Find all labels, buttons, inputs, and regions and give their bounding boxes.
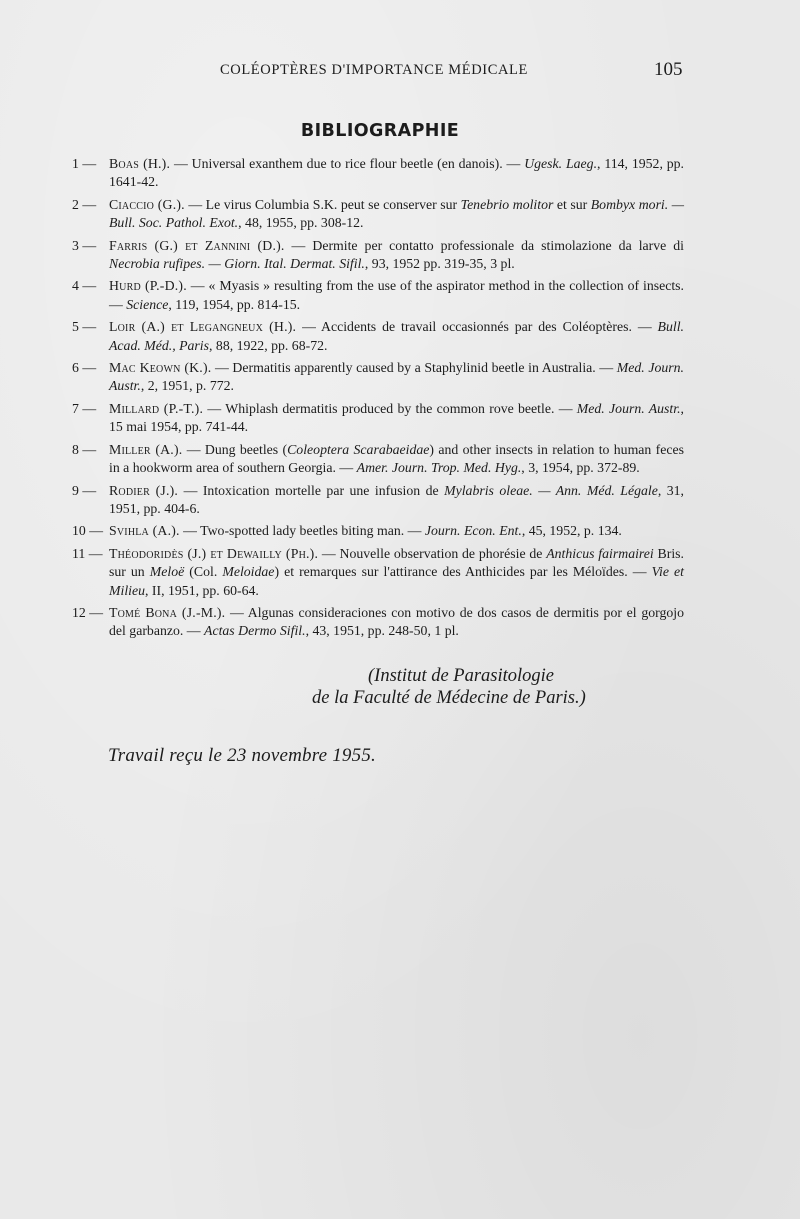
- reference-item-5: [72, 318, 684, 355]
- reference-text: , 119, 1954, pp. 814-15.: [168, 296, 301, 312]
- reference-text: — Intoxication mortelle par une infusion de: [178, 482, 445, 498]
- reference-text: , 31, 1951, pp. 404-6.: [109, 482, 684, 516]
- reference-item-11: [72, 545, 684, 600]
- reference-author: Rodier (J.).: [109, 482, 179, 498]
- reference-text: — Nouvelle observation de phorésie de: [318, 545, 547, 561]
- reference-author: Farris (G.) et Zannini (D.).: [109, 237, 285, 253]
- reference-text: , II, 1951, pp. 60-64.: [145, 582, 259, 598]
- institution-affiliation: [312, 665, 672, 709]
- reference-number: 2 —: [72, 196, 97, 212]
- reference-journal: Mylabris oleae. — Ann. Méd. Légale: [444, 482, 658, 498]
- reference-author: Tomé Bona (J.-M.).: [109, 604, 226, 620]
- reference-journal: Vie et Milieu: [109, 564, 684, 598]
- reference-text: , 88, 1922, pp. 68-72.: [209, 337, 328, 353]
- reference-number: 5 —: [72, 319, 97, 335]
- reference-text: — Two-spotted lady beetles biting man. —: [179, 523, 425, 539]
- reference-journal: Necrobia rufipes. — Giorn. Ital. Dermat. Sifil.: [109, 256, 365, 272]
- reference-species: Coleoptera Scarabaeidae: [287, 441, 430, 457]
- section-title: BIBLIOGRAPHIE: [300, 121, 460, 141]
- reference-number: 6 —: [72, 360, 97, 376]
- running-header: [0, 59, 800, 86]
- reference-item-4: [72, 277, 684, 314]
- reference-text: (Col.: [184, 564, 223, 580]
- reference-item-8: [72, 441, 684, 478]
- reference-number: 11 —: [72, 545, 103, 561]
- reference-number: 10 —: [72, 523, 104, 539]
- reference-journal: Med. Journ. Austr.: [109, 360, 684, 394]
- reference-author: Boas (H.).: [109, 156, 171, 171]
- reference-number: 8 —: [72, 441, 97, 457]
- reference-author: Hurd (P.-D.).: [109, 278, 187, 294]
- reference-journal: Med. Journ. Austr.: [576, 400, 681, 416]
- reference-author: Millard (P.-T.).: [109, 400, 204, 416]
- reference-journal: Journ. Econ. Ent.: [424, 523, 522, 539]
- institution-line-2: de la Faculté de Médecine de Paris.): [312, 688, 586, 708]
- reference-text: — Whiplash dermatitis produced by the common rove beetle. —: [203, 400, 577, 416]
- reference-item-3: [72, 237, 684, 274]
- reference-species: Tenebrio molitor: [460, 196, 554, 212]
- reference-text: — Accidents de travail occasionnés par des Coléoptères. —: [296, 319, 658, 335]
- reference-author: Miller (A.).: [109, 441, 183, 457]
- reference-text: — Universal exanthem due to rice flour beetle (en danois). —: [170, 156, 525, 171]
- reference-item-9: [72, 482, 684, 519]
- reference-text: , 15 mai 1954, pp. 741-44.: [109, 400, 684, 435]
- reference-text: — « Myasis » resulting from the use of the aspirator method in the collection of insects. —: [109, 278, 684, 312]
- reference-author: Svihla (A.).: [109, 523, 180, 539]
- reference-item-6: [72, 359, 684, 396]
- reference-text: , 93, 1952 pp. 319-35, 3 pl.: [364, 256, 515, 272]
- reference-text: — Algunas consideraciones con motivo de dos casos de dermitis por el gorgojo del garbanzo. —: [109, 604, 684, 639]
- reference-text: , 45, 1952, p. 134.: [521, 523, 622, 539]
- reference-number: 3 —: [72, 237, 97, 253]
- reference-item-2: [72, 196, 684, 233]
- running-title: COLÉOPTÈRES D'IMPORTANCE MÉDICALE: [220, 62, 528, 78]
- reference-text: et sur: [553, 196, 591, 212]
- reference-author: Théodoridès (J.) et Dewailly (Ph.).: [109, 545, 319, 561]
- reference-author: Mac Keown (K.).: [109, 360, 212, 376]
- reference-text: , 48, 1955, pp. 308-12.: [238, 215, 364, 231]
- reference-text: , 114, 1952, pp. 1641-42.: [109, 156, 685, 190]
- bibliography-list: [72, 155, 684, 645]
- reference-number: 7 —: [72, 400, 97, 416]
- reference-item-1: [72, 155, 684, 192]
- reference-journal: Actas Dermo Sifil.: [204, 623, 306, 639]
- reference-journal: Bombyx mori. — Bull. Soc. Pathol. Exot.: [109, 196, 685, 231]
- reference-text: ) and other insects in relation to human feces in a hookworm area of southern Georgia. —: [109, 441, 684, 476]
- received-date: Travail reçu le 23 novembre 1955.: [108, 745, 376, 766]
- institution-line-1: (Institut de Parasitologie: [368, 666, 555, 686]
- reference-species: Anthicus fairmairei: [546, 545, 654, 561]
- reference-text: Bris. sur un: [109, 545, 684, 580]
- reference-species: Meloidae: [222, 564, 275, 580]
- reference-journal: Bull. Acad. Méd., Paris: [109, 319, 684, 353]
- reference-text: — Le virus Columbia S.K. peut se conserver sur: [184, 196, 461, 212]
- reference-item-7: [72, 400, 684, 437]
- reference-item-10: [72, 522, 684, 540]
- reference-species: Meloë: [149, 564, 185, 580]
- reference-number: 9 —: [72, 482, 97, 498]
- reference-text: , 3, 1954, pp. 372-89.: [521, 460, 640, 476]
- reference-text: , 43, 1951, pp. 248-50, 1 pl.: [305, 623, 459, 639]
- reference-text: — Dermite per contatto professionale da stimolazione da larve di: [284, 237, 684, 253]
- reference-author: Loir (A.) et Legangneux (H.).: [109, 319, 297, 335]
- reference-text: — Dermatitis apparently caused by a Staphylinid beetle in Australia. —: [211, 360, 617, 376]
- reference-number: 12 —: [72, 604, 104, 620]
- reference-text: — Dung beetles (: [182, 441, 288, 457]
- reference-text: , 2, 1951, p. 772.: [140, 378, 234, 394]
- reference-journal: Amer. Journ. Trop. Med. Hyg.: [356, 460, 522, 476]
- reference-author: Ciaccio (G.).: [109, 196, 185, 212]
- reference-number: 1 —: [72, 156, 97, 171]
- reference-journal: Ugesk. Laeg.: [524, 156, 598, 171]
- reference-journal: Science: [126, 296, 169, 312]
- reference-item-12: [72, 604, 684, 641]
- page-number: 105: [654, 59, 683, 80]
- reference-text: ) et remarques sur l'attirance des Anthicides par les Méloïdes. —: [274, 564, 652, 580]
- reference-number: 4 —: [72, 278, 97, 294]
